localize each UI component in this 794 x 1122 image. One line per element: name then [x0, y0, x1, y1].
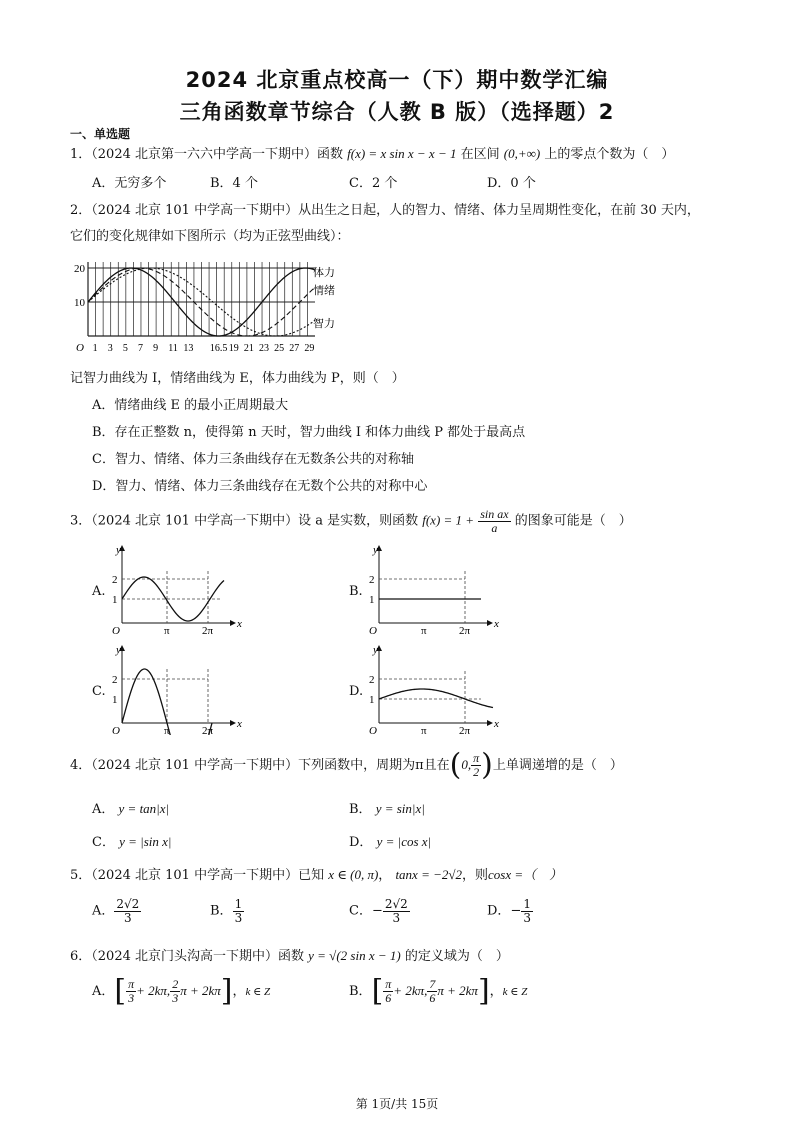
q5-option-d[interactable] — [487, 898, 533, 924]
q1-option-b[interactable]: B．4 个 — [210, 176, 258, 191]
q4-int-left: 0, — [461, 757, 472, 772]
q2-xtick: 23 — [259, 343, 270, 354]
q4-option-b[interactable] — [349, 798, 425, 817]
q6-a-end: π + 2kπ — [180, 983, 221, 998]
label-emotion: 情绪 — [313, 285, 335, 297]
q3-ytick-2: 2 — [369, 574, 375, 586]
q2-option-d[interactable]: D．智力、情绪、体力三条曲线存在无数个公共的对称中心 — [92, 479, 428, 494]
q3-y-label: y — [373, 644, 378, 656]
q2-xtick: 27 — [289, 343, 300, 354]
q2-xtick: 29 — [304, 343, 315, 354]
q4-option-c[interactable] — [92, 831, 171, 850]
q3-f-den: a — [491, 520, 498, 535]
q3-x-label: x — [494, 718, 499, 730]
q3-xtick-pi: π — [421, 625, 427, 635]
q5-cond2: tanx = −2√2 — [395, 867, 462, 882]
q6-b-d1: 6 — [385, 991, 392, 1005]
q4-int-den: 2 — [473, 765, 480, 779]
q4-option-b-func: y = sin|x| — [375, 801, 425, 816]
q3-curve-d — [379, 689, 493, 708]
q5-option-d-num: 1 — [523, 897, 531, 911]
q2-xtick: 16.5 — [209, 343, 228, 354]
q2-xtick: 25 — [274, 343, 285, 354]
q6-a-n1: π — [128, 977, 135, 992]
q4-option-c-func: y = |sin x| — [119, 834, 172, 849]
q5-option-d-letter: D． — [487, 903, 511, 919]
q5-option-b-den: 3 — [234, 910, 243, 925]
q3-graph-b[interactable] — [369, 543, 499, 635]
document-title-line2: 三角函数章节综合（人教 B 版）（选择题）2 — [179, 100, 615, 124]
q2-xtick: 19 — [228, 343, 239, 354]
q6-b-frac2 — [427, 978, 437, 1004]
q2-xtick: 3 — [107, 343, 113, 354]
q4-prefix: 4．（2024 北京 101 中学高一下期中）下列函数中，周期为π且在 — [70, 758, 450, 773]
q5-option-c-sign: − — [371, 903, 383, 919]
q5-mid: ，则 — [462, 868, 489, 883]
q3-xtick-2pi: 2π — [202, 725, 214, 735]
q4-option-a[interactable] — [92, 798, 169, 817]
q6-b-d2: 6 — [429, 991, 436, 1005]
q5-ask: cosx =（ ） — [488, 867, 563, 882]
q3-xtick-2pi: 2π — [459, 725, 471, 735]
q2-stem-line3: 记智力曲线为 I，情绪曲线为 E，体力曲线为 P，则（ ） — [70, 371, 405, 386]
q3-ytick-1: 1 — [369, 694, 375, 706]
q5-option-a-den: 3 — [124, 910, 132, 925]
q4-option-d-func: y = |cos x| — [376, 834, 432, 849]
q4-stem: 4．（2024 北京 101 中学高一下期中）下列函数中，周期为π且在(0, $\frac{\pi}{2}$ )上单调递增的是（ ） — [70, 747, 623, 783]
q6-stem — [70, 945, 509, 964]
q3-ytick-1: 1 — [112, 594, 118, 606]
q3-f-left: f(x) = 1 + — [422, 512, 475, 528]
q6-option-a-letter: A． — [92, 984, 115, 999]
q3-suffix: 的图象可能是（ ） — [514, 513, 632, 529]
q3-xtick-pi: π — [164, 625, 170, 635]
page-footer: 第 1页/共 15页 — [355, 1097, 439, 1111]
q3-graph-c[interactable] — [112, 643, 242, 735]
q6-b-mid: + 2kπ, — [393, 983, 428, 998]
q2-xtick: 13 — [183, 343, 194, 354]
q3-fraction — [478, 508, 510, 534]
q3-ytick-2: 2 — [112, 574, 118, 586]
q5-cond1: x ∈ (0, π) — [328, 867, 379, 882]
q5-option-b[interactable] — [210, 898, 244, 924]
q2-origin: O — [76, 342, 84, 354]
q3-ytick-2: 2 — [112, 674, 118, 686]
q4-suffix: 上单调递增的是（ ） — [492, 758, 623, 773]
q2-xtick: 21 — [243, 343, 254, 354]
q6-a-d1: 3 — [128, 991, 135, 1005]
q1-option-c[interactable]: C．2 个 — [349, 176, 398, 191]
q3-y-label: y — [116, 544, 121, 556]
q6-a-d2: 3 — [172, 991, 179, 1005]
q5-option-a-num: 2√2 — [116, 897, 140, 911]
q5-option-a-frac — [114, 898, 141, 924]
q2-stem-line2: 它们的变化规律如下图所示（均为正弦型曲线）： — [70, 229, 350, 244]
q3-ytick-2: 2 — [369, 674, 375, 686]
q2-ytick-20: 20 — [74, 263, 85, 275]
q1-prefix: 1．（2024 北京第一六六中学高一下期中）函数 — [70, 147, 343, 162]
q4-option-a-letter: A． — [92, 802, 115, 817]
q5-option-b-letter: B． — [210, 903, 233, 919]
q6-a-frac2 — [170, 978, 180, 1004]
q3-y-label: y — [116, 644, 121, 656]
q3-xtick-pi: π — [421, 725, 427, 735]
q5-prefix: 5．（2024 北京 101 中学高一下期中）已知 — [70, 868, 325, 883]
q3-ytick-1: 1 — [369, 594, 375, 606]
q6-b-n2: 7 — [429, 977, 436, 992]
q5-option-b-num: 1 — [234, 897, 243, 911]
q3-graph-a[interactable] — [112, 543, 242, 635]
q6-b-end: π + 2kπ — [437, 983, 478, 998]
label-physical: 体力 — [313, 267, 335, 279]
q6-a-frac1 — [126, 978, 136, 1004]
q2-xtick: 7 — [137, 343, 143, 354]
q5-option-c-den: 3 — [392, 910, 401, 925]
q3-y-label: y — [373, 544, 378, 556]
label-intellect: 智力 — [313, 318, 335, 330]
q1-interval: (0,+∞) — [503, 146, 541, 161]
q6-suffix: 的定义域为（ ） — [404, 949, 509, 964]
q4-option-a-func: y = tan|x| — [118, 801, 170, 816]
q6-a-n2: 2 — [172, 977, 179, 992]
q1-option-a[interactable]: A．无穷多个 — [92, 176, 167, 191]
q3-origin: O — [369, 625, 377, 635]
q2-option-a[interactable]: A．情绪曲线 E 的最小正周期最大 — [92, 398, 289, 413]
q3-origin: O — [112, 725, 120, 735]
q5-option-c-letter: C． — [349, 903, 372, 919]
q4-option-c-letter: C． — [92, 835, 115, 850]
q3-option-a-label[interactable]: A. — [92, 584, 106, 599]
q3-stem — [70, 508, 632, 534]
q1-mid: 在区间 — [460, 147, 500, 162]
q2-xtick: 5 — [122, 343, 128, 354]
q3-prefix: 3．（2024 北京 101 中学高一下期中）设 a 是实数，则函数 — [70, 513, 419, 529]
q3-option-d-label[interactable]: D. — [349, 684, 364, 699]
q3-option-b-label[interactable]: B. — [349, 584, 363, 599]
q2-option-c[interactable]: C．智力、情绪、体力三条曲线存在无数条公共的对称轴 — [92, 452, 414, 467]
q4-option-d-letter: D． — [349, 835, 373, 850]
q1-suffix: 上的零点个数为（ ） — [544, 147, 675, 162]
q3-x-label: x — [237, 718, 242, 730]
q3-xtick-pi: π — [164, 725, 170, 735]
q2-xtick: 11 — [168, 343, 178, 354]
q3-x-label: x — [237, 618, 242, 630]
q5-option-a-letter: A． — [92, 903, 115, 919]
q1-option-d[interactable]: D．0 个 — [487, 176, 536, 191]
q5-option-b-frac — [233, 898, 245, 924]
q4-option-b-letter: B． — [349, 802, 372, 817]
q3-option-c-label[interactable]: C. — [92, 684, 106, 699]
q2-ytick-10: 10 — [74, 297, 85, 309]
q2-xtick: 9 — [153, 343, 159, 354]
q5-option-d-sign: − — [510, 903, 522, 919]
section-heading: 一、单选题 — [70, 127, 131, 141]
q6-option-a[interactable]: A．[ $\frac{\pi}{3}$ + 2kπ, $\frac{2}{3}$ π + 2kπ]，k ∈ Z — [92, 973, 271, 1009]
q6-b-kz: k ∈ Z — [502, 986, 528, 998]
q6-prefix: 6．（2024 北京门头沟高一下期中）函数 — [70, 949, 304, 964]
q6-b-n1: π — [385, 977, 392, 992]
q3-ytick-1: 1 — [112, 694, 118, 706]
q3-origin: O — [112, 625, 120, 635]
q5-option-c-num: 2√2 — [384, 897, 408, 911]
q5-stem: 5．（2024 北京 101 中学高一下期中）已知 x ∈ (0, π)， tanx = −2√2，则cosx =（ ） — [70, 867, 563, 883]
q4-int-fraction — [471, 752, 481, 778]
q1-stem — [70, 143, 674, 162]
q6-a-kz: k ∈ Z — [245, 986, 271, 998]
q3-f-num: sin ax — [480, 507, 509, 521]
q6-option-b-letter: B． — [349, 984, 372, 999]
q5-option-c[interactable] — [349, 898, 410, 924]
q3-graph-d[interactable] — [369, 643, 499, 735]
q5-option-d-frac — [521, 898, 533, 924]
q4-int-num: π — [473, 751, 480, 766]
q3-x-label: x — [494, 618, 499, 630]
q5-option-a[interactable] — [92, 898, 141, 924]
q5-option-c-frac — [383, 898, 410, 924]
q5-option-d-den: 3 — [523, 910, 531, 925]
q6-b-frac1 — [383, 978, 393, 1004]
q2-biorhythm-graph — [70, 254, 350, 360]
q3-origin: O — [369, 725, 377, 735]
q4-option-d[interactable] — [349, 831, 431, 850]
document-title-line1: 2024 北京重点校高一（下）期中数学汇编 — [185, 68, 609, 92]
q6-func: y = √(2 sin x − 1) — [308, 948, 401, 963]
q3-xtick-2pi: 2π — [202, 625, 214, 635]
q6-a-mid: + 2kπ, — [136, 983, 171, 998]
q1-function: f(x) = x sin x − x − 1 — [347, 146, 457, 161]
q6-option-b[interactable]: B．[ $\frac{\pi}{6}$ + 2kπ, $\frac{7}{6}$ π + 2kπ]，k ∈ Z — [349, 973, 528, 1009]
q3-xtick-2pi: 2π — [459, 625, 471, 635]
q2-stem-line1: 2．（2024 北京 101 中学高一下期中）从出生之日起，人的智力、情绪、体力呈周期性变化，在前 30 天内， — [70, 203, 700, 218]
q2-option-b[interactable]: B．存在正整数 n，使得第 n 天时，智力曲线 I 和体力曲线 P 都处于最高点 — [92, 425, 526, 440]
q2-xtick: 1 — [92, 343, 98, 354]
